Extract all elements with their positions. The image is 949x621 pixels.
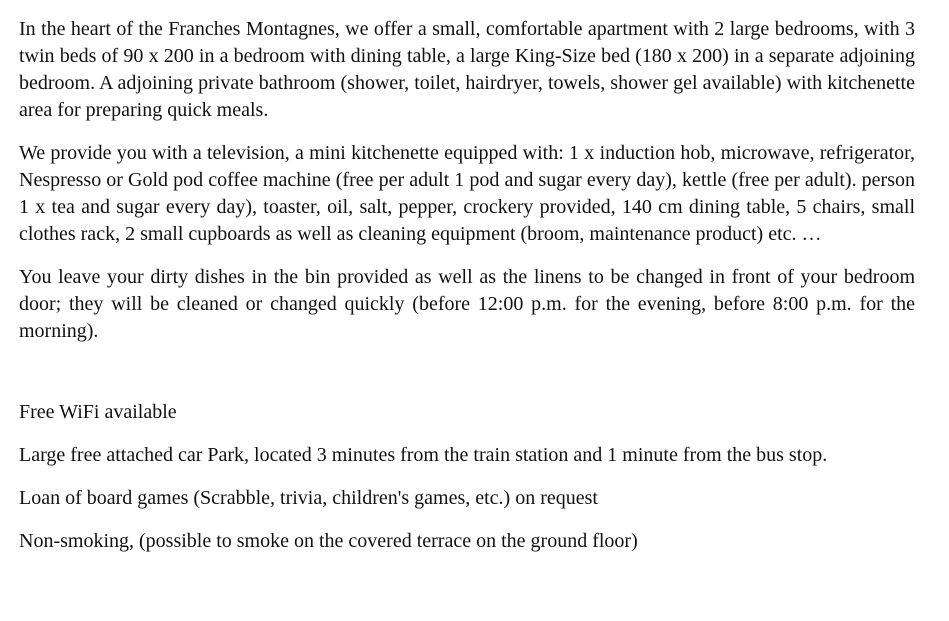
paragraph-apartment-description: In the heart of the Franches Montagnes, we offer a small, comfortable apartment with 2 large bedrooms, with 3 twin beds of 90 x 200 in a bedroom with dining table, a large King-Size bed (180 x 200) in a separate adjoining bedroom. A adjoining private bathroom (shower, toilet, hairdryer, towels, shower gel available) with kitchenette area for preparing quick meals. — [19, 18, 915, 121]
amenity-parking: Large free attached car Park, located 3 minutes from the train station and 1 minute from the bus stop. — [19, 444, 828, 466]
paragraph-cleaning: You leave your dirty dishes in the bin provided as well as the linens to be changed in front of your bedroom door; they will be cleaned or changed quickly (before 12:00 p.m. for the evening, before 8:00 p.m. for the morning). — [19, 266, 915, 342]
amenity-non-smoking: Non-smoking, (possible to smoke on the covered terrace on the ground floor) — [19, 530, 638, 552]
amenity-wifi: Free WiFi available — [19, 401, 177, 423]
blank-space — [19, 345, 915, 399]
document-body — [19, 16, 915, 571]
amenity-board-games: Loan of board games (Scrabble, trivia, children's games, etc.) on request — [19, 487, 598, 509]
paragraph-equipment: We provide you with a television, a mini kitchenette equipped with: 1 x induction hob, microwave, refrigerator, Nespresso or Gold pod coffee machine (free per adult 1 pod and sugar every day), kettle (free per adult). person 1 x tea and sugar every day), toaster, oil, salt, pepper, crockery provided, 140 cm dining table, 5 chairs, small clothes rack, 2 small cupboards as well as cleaning equipment (broom, maintenance product) etc. … — [19, 142, 915, 245]
